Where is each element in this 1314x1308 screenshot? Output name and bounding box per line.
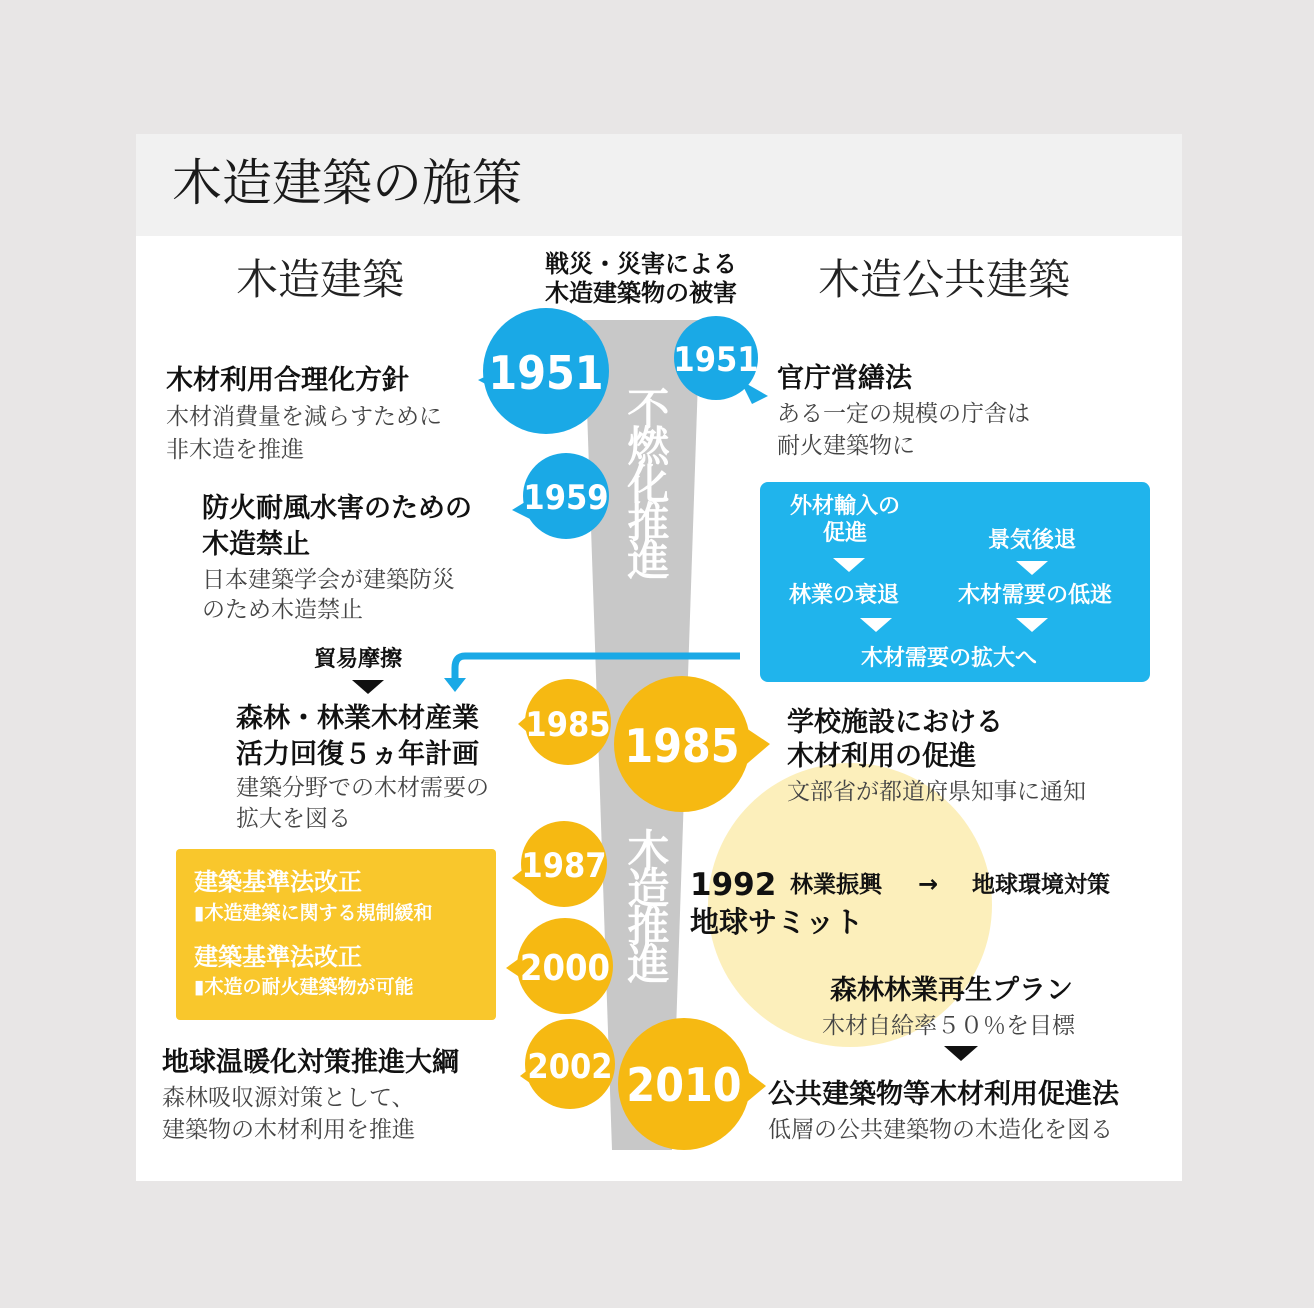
right-1985-heading2: 木材利用の促進	[787, 741, 976, 772]
plan-heading: 森林林業再生プラン	[830, 975, 1073, 1006]
bubble-1985-big	[614, 676, 770, 812]
trade-friction-label: 貿易摩擦	[314, 647, 403, 672]
left-1951-heading: 木材利用合理化方針	[166, 365, 409, 396]
right-1951-body2: 耐火建築物に	[777, 433, 915, 459]
right-1985-body: 文部省が都道府県知事に通知	[787, 779, 1086, 805]
year-1959: 1959	[523, 478, 609, 518]
left-1951-body1: 木材消費量を減らすために	[166, 404, 442, 430]
left-1985-heading1: 森林・林業木材産業	[236, 703, 479, 734]
blue-b1: 景気後退	[987, 528, 1076, 553]
band-lower-label: 木造推進	[621, 828, 671, 980]
year-2000: 2000	[519, 948, 611, 989]
law1-note: ▮木造建築に関する規制緩和	[194, 902, 433, 924]
left-1959-heading1: 防火耐風水害のための	[202, 493, 472, 524]
left-1959-body2: のため木造禁止	[202, 597, 363, 623]
left-column-header: 木造建築	[236, 255, 405, 304]
left-1985-heading2: 活力回復５ヵ年計画	[236, 739, 479, 770]
summit-to: 地球環境対策	[972, 872, 1110, 898]
left-2002-body1: 森林吸収源対策として、	[162, 1085, 415, 1111]
year-1951-left: 1951	[488, 346, 604, 400]
left-2002-heading: 地球温暖化対策推進大綱	[162, 1047, 459, 1078]
blue-a1: 外材輸入の	[789, 494, 900, 519]
left-1959-heading2: 木造禁止	[202, 529, 310, 560]
year-2002: 2002	[527, 1047, 613, 1087]
right-column-header: 木造公共建築	[818, 255, 1071, 304]
summit-arrow: →	[918, 870, 939, 898]
law2-note: ▮木造の耐火建築物が可能	[194, 976, 414, 998]
blue-a3: 林業の衰退	[788, 583, 899, 608]
center-header-line2: 木造建築物の被害	[545, 278, 737, 307]
center-header	[534, 250, 748, 308]
blue-c: 木材需要の拡大へ	[860, 646, 1037, 671]
page-title: 木造建築の施策	[172, 154, 522, 212]
bubble-1959	[512, 453, 609, 539]
left-1951-body2: 非木造を推進	[166, 437, 304, 463]
plan-arrow	[944, 1046, 978, 1061]
year-2010: 2010	[626, 1058, 742, 1112]
bubble-1985-small	[518, 679, 611, 765]
plan-body: 木材自給率５０％を目標	[822, 1013, 1075, 1039]
bubble-2002	[520, 1019, 615, 1109]
summit-year: 1992	[690, 867, 777, 903]
left-2002-body2: 建築物の木材利用を推進	[162, 1117, 415, 1143]
left-1985-body2: 拡大を図る	[236, 806, 351, 832]
year-1985-small: 1985	[525, 705, 611, 745]
left-1985-body1: 建築分野での木材需要の	[236, 775, 489, 801]
bubble-1987	[512, 821, 607, 907]
right-1985-heading1: 学校施設における	[787, 707, 1003, 738]
right-2010-heading: 公共建築物等木材利用促進法	[768, 1079, 1119, 1110]
bubble-1951-left	[478, 308, 609, 434]
blue-b2: 木材需要の低迷	[957, 583, 1112, 608]
summit-from: 林業振興	[790, 872, 882, 898]
law1-title: 建築基準法改正	[194, 868, 362, 896]
bubble-2010	[618, 1018, 766, 1150]
right-2010-body: 低層の公共建築物の木造化を図る	[768, 1117, 1113, 1143]
band-upper-label: 不燃化推進	[621, 386, 671, 576]
right-1951-heading: 官庁営繕法	[777, 363, 912, 394]
blue-a2: 促進	[822, 521, 867, 546]
law2-title: 建築基準法改正	[194, 943, 362, 971]
summit-label: 地球サミット	[690, 905, 864, 939]
left-1959-body1: 日本建築学会が建築防災	[202, 567, 455, 593]
year-1985-big: 1985	[624, 719, 740, 773]
year-1951-right: 1951	[673, 340, 759, 380]
right-1951-body1: ある一定の規模の庁舎は	[777, 401, 1030, 427]
bubble-2000	[506, 918, 613, 1014]
year-1987: 1987	[521, 846, 607, 886]
center-header-line1: 戦災・災害による	[545, 250, 737, 278]
